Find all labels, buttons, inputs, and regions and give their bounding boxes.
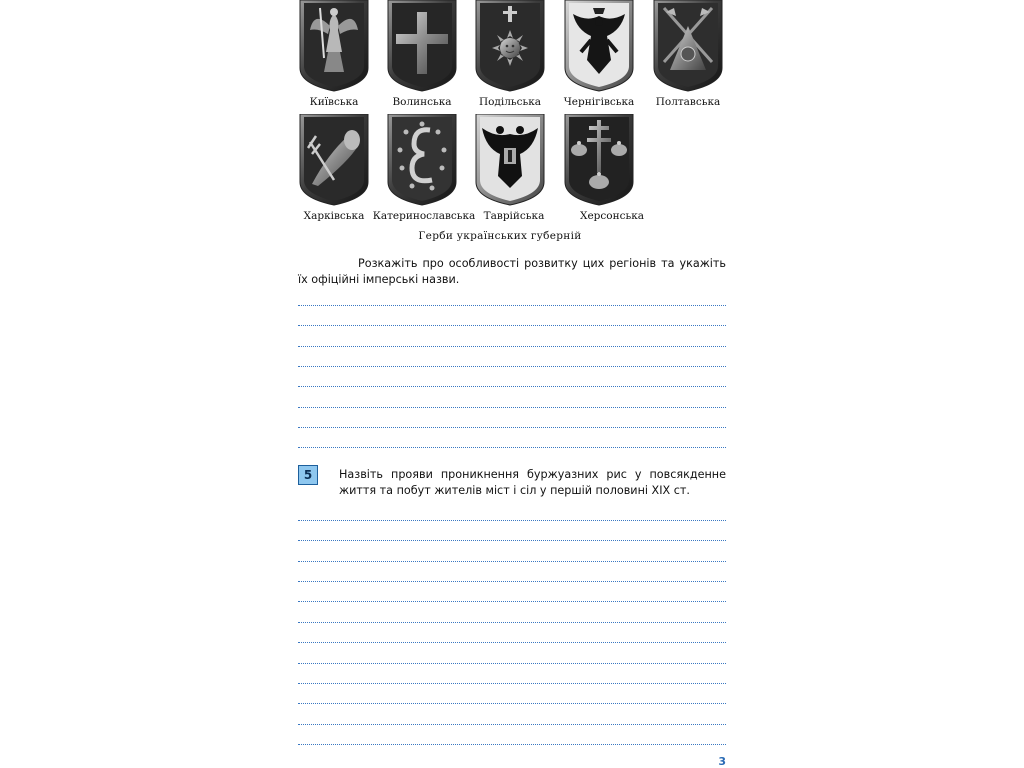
coat-caption-podillia: Подільська (478, 96, 542, 108)
answer-line[interactable] (298, 366, 726, 367)
pyramid-coat-of-arms-icon (652, 0, 724, 92)
answer-line[interactable] (298, 703, 726, 704)
answer-line[interactable] (298, 447, 726, 448)
coat-caption-tavriia: Таврійська (483, 210, 545, 222)
answer-line[interactable] (298, 642, 726, 643)
page-number: 3 (718, 755, 726, 768)
figure-caption: Герби українських губерній (418, 230, 582, 242)
coat-caption-kherson: Херсонська (579, 210, 645, 222)
answer-line[interactable] (298, 386, 726, 387)
coat-caption-chernihiv: Чернігівська (563, 96, 635, 108)
cross-crowns-coat-of-arms-icon (563, 114, 635, 206)
double-eagle-coat-of-arms-icon (474, 114, 546, 206)
task-4-text: Розкажіть про особливості розвитку цих регіонів та укажіть їх офіційні імперські назви. (298, 257, 726, 286)
cornucopia-coat-of-arms-icon (298, 114, 370, 206)
sun-cross-coat-of-arms-icon (474, 0, 546, 92)
coat-caption-kyiv: Київська (309, 96, 359, 108)
monogram-coat-of-arms-icon (386, 114, 458, 206)
coat-caption-kharkiv: Харківська (303, 210, 365, 222)
task-number-badge: 5 (298, 465, 318, 485)
answer-line[interactable] (298, 305, 726, 306)
answer-line[interactable] (298, 663, 726, 664)
answer-line[interactable] (298, 724, 726, 725)
answer-line[interactable] (298, 325, 726, 326)
answer-line[interactable] (298, 683, 726, 684)
archangel-coat-of-arms-icon (298, 0, 370, 92)
answer-line[interactable] (298, 581, 726, 582)
coat-caption-katerynoslav: Катеринославська (372, 210, 476, 222)
eagle-coat-of-arms-icon (563, 0, 635, 92)
coat-caption-volyn: Волинська (392, 96, 452, 108)
answer-line[interactable] (298, 561, 726, 562)
cross-coat-of-arms-icon (386, 0, 458, 92)
answer-line[interactable] (298, 346, 726, 347)
answer-line[interactable] (298, 744, 726, 745)
task-5-text: Назвіть прояви проникнення буржуазних рис у повсякденне життя та побут жителів міст і сіл у першій половині XIX ст. (339, 468, 726, 497)
answer-line[interactable] (298, 622, 726, 623)
answer-line[interactable] (298, 601, 726, 602)
answer-line[interactable] (298, 407, 726, 408)
answer-line[interactable] (298, 540, 726, 541)
answer-line[interactable] (298, 520, 726, 521)
answer-line[interactable] (298, 427, 726, 428)
coat-caption-poltava: Полтавська (655, 96, 721, 108)
